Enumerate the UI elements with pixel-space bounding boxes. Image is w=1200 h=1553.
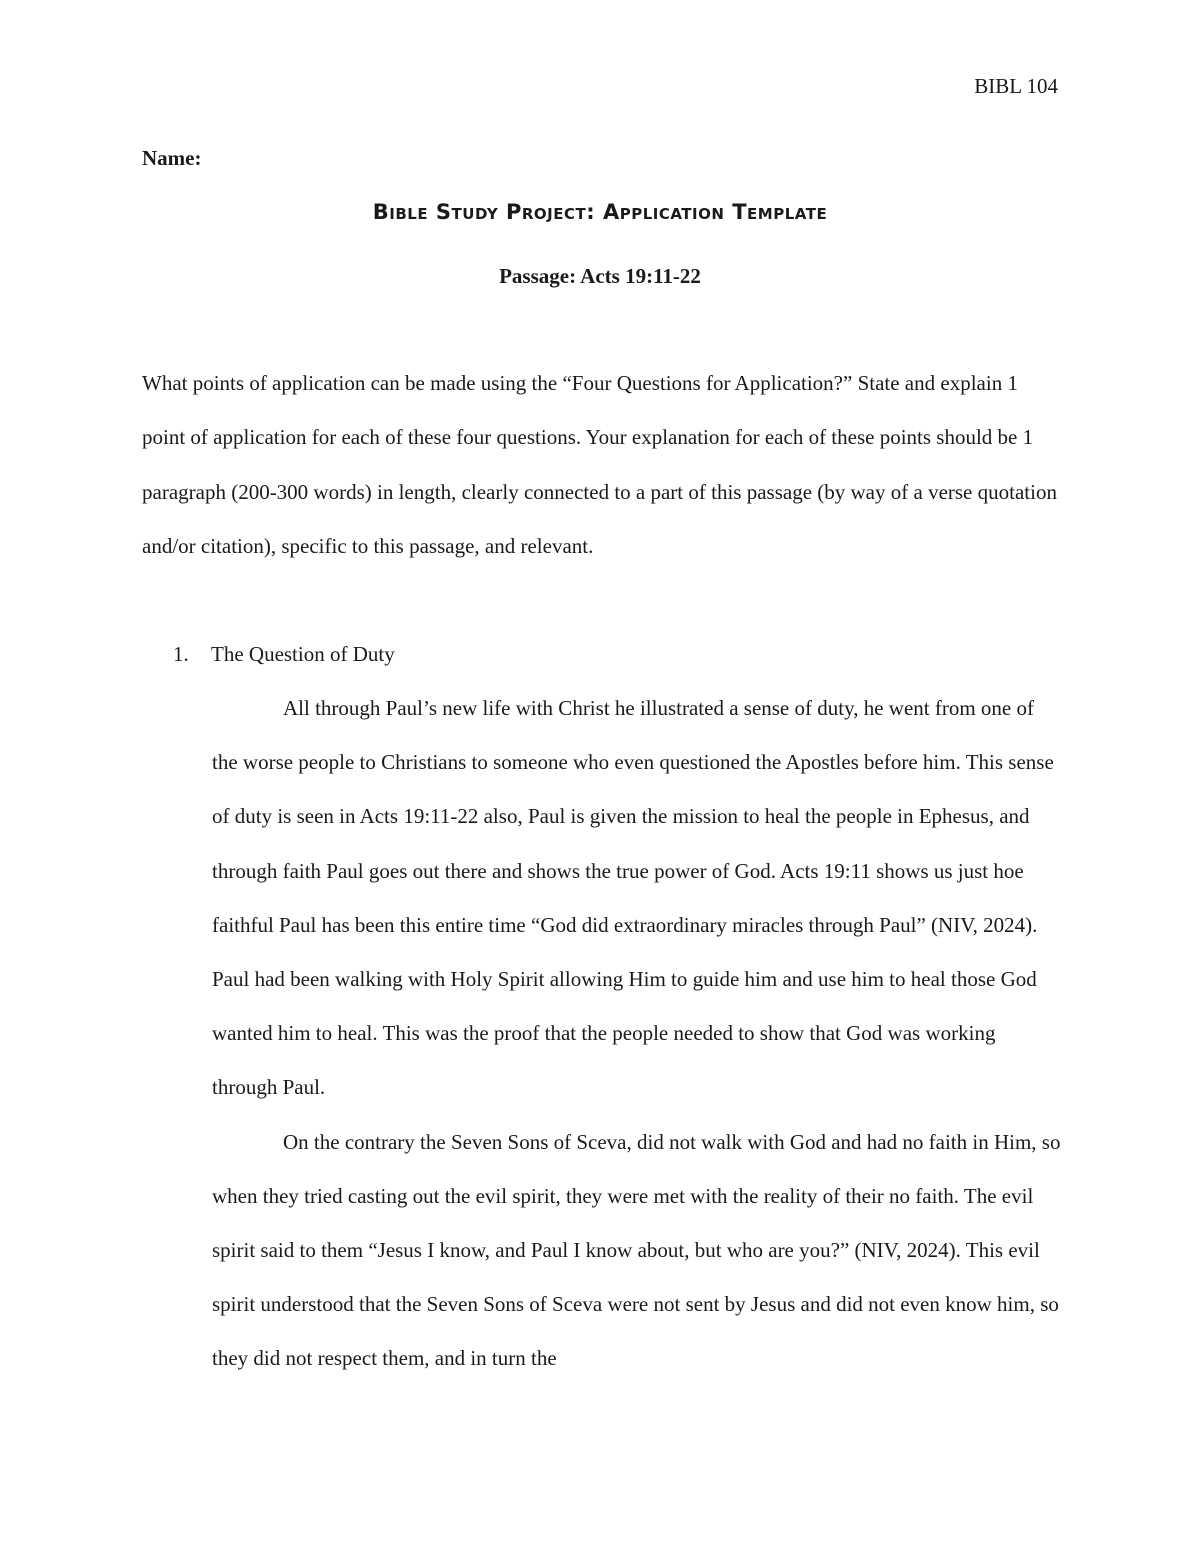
instructions-paragraph: What points of application can be made using the “Four Questions for Application?” State and explain 1 point of application for each of these four questions. Your explanation for each of these points should be 1 paragraph (200-300 words) in length, clearly connected to a part of this passage (by way of a verse quotation and/or citation), specific to this passage, and relevant. xyxy=(142,371,1057,559)
answer-body xyxy=(212,681,1062,1386)
question-title: The Question of Duty xyxy=(211,642,395,666)
name-label: Name: xyxy=(142,146,202,170)
question-heading xyxy=(173,627,395,681)
passage-reference: Passage: Acts 19:11-22 xyxy=(499,264,701,288)
document-title: Bible Study Project: Application Template xyxy=(372,200,828,224)
course-code-header: BIBL 104 xyxy=(974,74,1058,98)
question-number: 1. xyxy=(173,642,189,666)
answer-paragraph: All through Paul’s new life with Christ he illustrated a sense of duty, he went from one of the worse people to Christians to someone who even questioned the Apostles before him. This sense of duty is seen in Acts 19:11-22 also, Paul is given the mission to heal the people in Ephesus, and through faith Paul goes out there and shows the true power of God. Acts 19:11 shows us just hoe faithful Paul has been this entire time “God did extraordinary miracles through Paul” (NIV, 2024). Paul had been walking with Holy Spirit allowing Him to guide him and use him to heal those God wanted him to heal. This was the proof that the people needed to show that God was working through Paul. xyxy=(212,696,1054,1100)
answer-paragraph: On the contrary the Seven Sons of Sceva, did not walk with God and had no faith in Him, so when they tried casting out the evil spirit, they were met with the reality of their no faith. The evil spirit said to them “Jesus I know, and Paul I know about, but who are you?” (NIV, 2024). This evil spirit understood that the Seven Sons of Sceva were not sent by Jesus and did not even know him, so they did not respect them, and in turn the xyxy=(212,1129,1061,1371)
